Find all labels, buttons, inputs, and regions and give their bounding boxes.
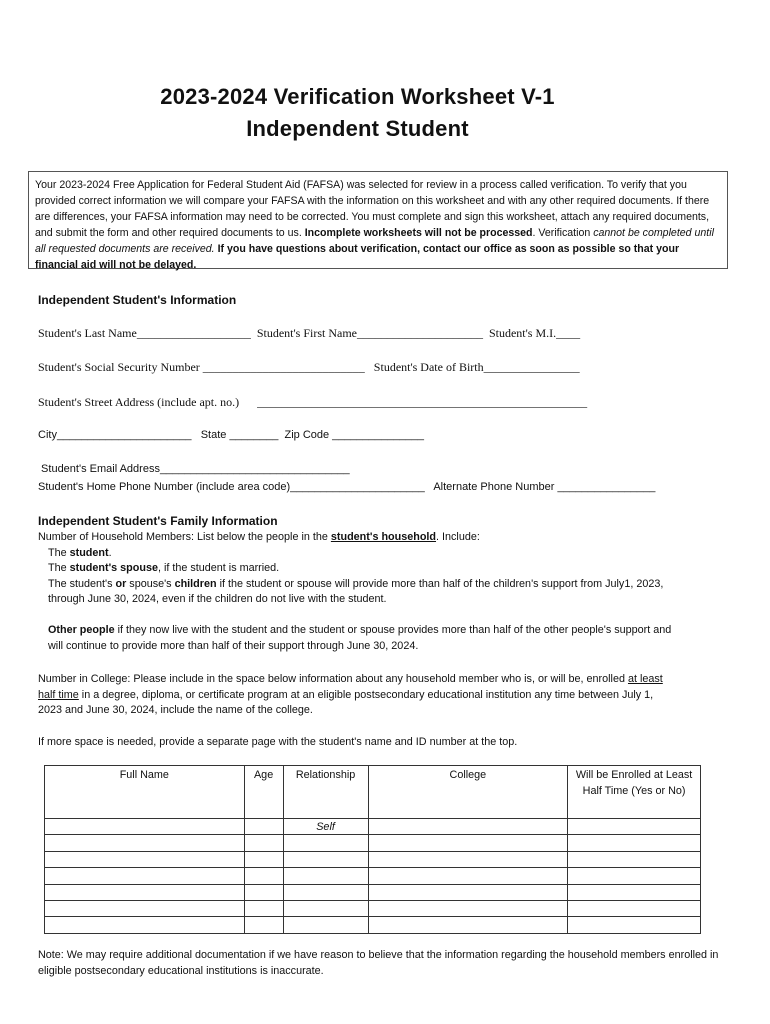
household-table	[44, 765, 701, 934]
number-in-college-text: Number in College: Please include in the space below information about any household member who is, or will be, enrolled at least half time in a degree, diploma, or certificate program at an eligible postsecondary educational institution any time between July 1, 2023 and June 30, 2024, include the name of the college.	[38, 673, 663, 717]
city-state-zip-row[interactable]: City______________________ State ________ Zip Code _______________	[38, 429, 424, 441]
household-item-spouse: The student's spouse, if the student is married.	[48, 562, 280, 575]
household-item-other: Other people if they now live with the student and the student or spouse provides more than half of the other people's support and will continue to provide more than half of their support through June 30, 2024.	[48, 623, 672, 652]
col-age: Age	[244, 766, 283, 819]
table-row	[45, 868, 701, 884]
family-info-heading: Independent Student's Family Information	[38, 514, 278, 528]
street-address-row[interactable]: Student's Street Address (include apt. no.) _______________________________________________________	[38, 395, 588, 409]
intro-text-2: . Verification	[532, 227, 594, 239]
household-item-children: The student's or spouse's children if the student or spouse will provide more than half of the children's support from July1, 2023, through June 30, 2024, even if the children do not live with the student.	[48, 577, 664, 606]
intro-text: Your 2023-2024 Free Application for Federal Student Aid (FAFSA) was selected for review in a process called verification. To verify that you provided correct information we will compare your FAFSA with the information on this worksheet and with any other required documents. If there are differences, your FAFSA information may need to be corrected. You must complete and sign this worksheet, attach any required documents, and submit the form and other required documents to us.	[35, 179, 710, 239]
table-row	[45, 835, 701, 851]
col-full-name: Full Name	[45, 766, 245, 819]
table-row	[45, 917, 701, 933]
household-item-student: The student.	[48, 546, 112, 559]
table-row	[45, 900, 701, 916]
table-row	[45, 884, 701, 900]
intro-bold-2: If you have questions about verification, contact our office as soon as possible so that your financial aid will not be delayed.	[35, 243, 680, 271]
table-row	[45, 851, 701, 867]
intro-italic: cannot be completed until all requested documents are received.	[35, 227, 714, 255]
ssn-dob-row[interactable]: Student's Social Security Number ___________________________ Student's Date of Birth________________	[38, 360, 580, 374]
household-intro: Number of Household Members: List below the people in the student's household. Include: The student. The student's spouse, if the student is married. The student's or spouse's children if the student or spouse will provide more than half of the children's support from July1, 2023, through June 30, 2024, even if the children do not live with the student. Other people if they now live with the student and the student or spouse provides more than half of the other people's support and will continue to provide more than half of their support through June 30, 2024.	[38, 530, 738, 654]
student-info-heading: Independent Student's Information	[38, 293, 237, 307]
self-cell: Self	[283, 819, 368, 835]
name-fields-row[interactable]: Student's Last Name___________________ Student's First Name_____________________ Student's M.I.____	[38, 326, 581, 340]
phone-row[interactable]: Student's Home Phone Number (include area code)______________________ Alternate Phone Number ________________	[38, 481, 656, 493]
footnote: Note: We may require additional documentation if we have reason to believe that the information regarding the household members enrolled in eligible postsecondary educational institutions is inaccurate.	[38, 949, 719, 977]
col-relationship: Relationship	[283, 766, 368, 819]
table-row	[45, 819, 701, 835]
page-subtitle: Independent Student	[246, 116, 469, 141]
intro-bold-1: Incomplete worksheets will not be processed	[304, 227, 533, 239]
intro-box	[28, 171, 728, 269]
page-title: 2023-2024 Verification Worksheet V-1	[160, 84, 555, 109]
more-space-text: If more space is needed, provide a separate page with the student's name and ID number at the top.	[38, 736, 518, 748]
col-enrolled: Will be Enrolled at Least Half Time (Yes or No)	[568, 766, 701, 819]
email-row[interactable]: Student's Email Address_______________________________	[38, 463, 350, 475]
col-college: College	[368, 766, 568, 819]
